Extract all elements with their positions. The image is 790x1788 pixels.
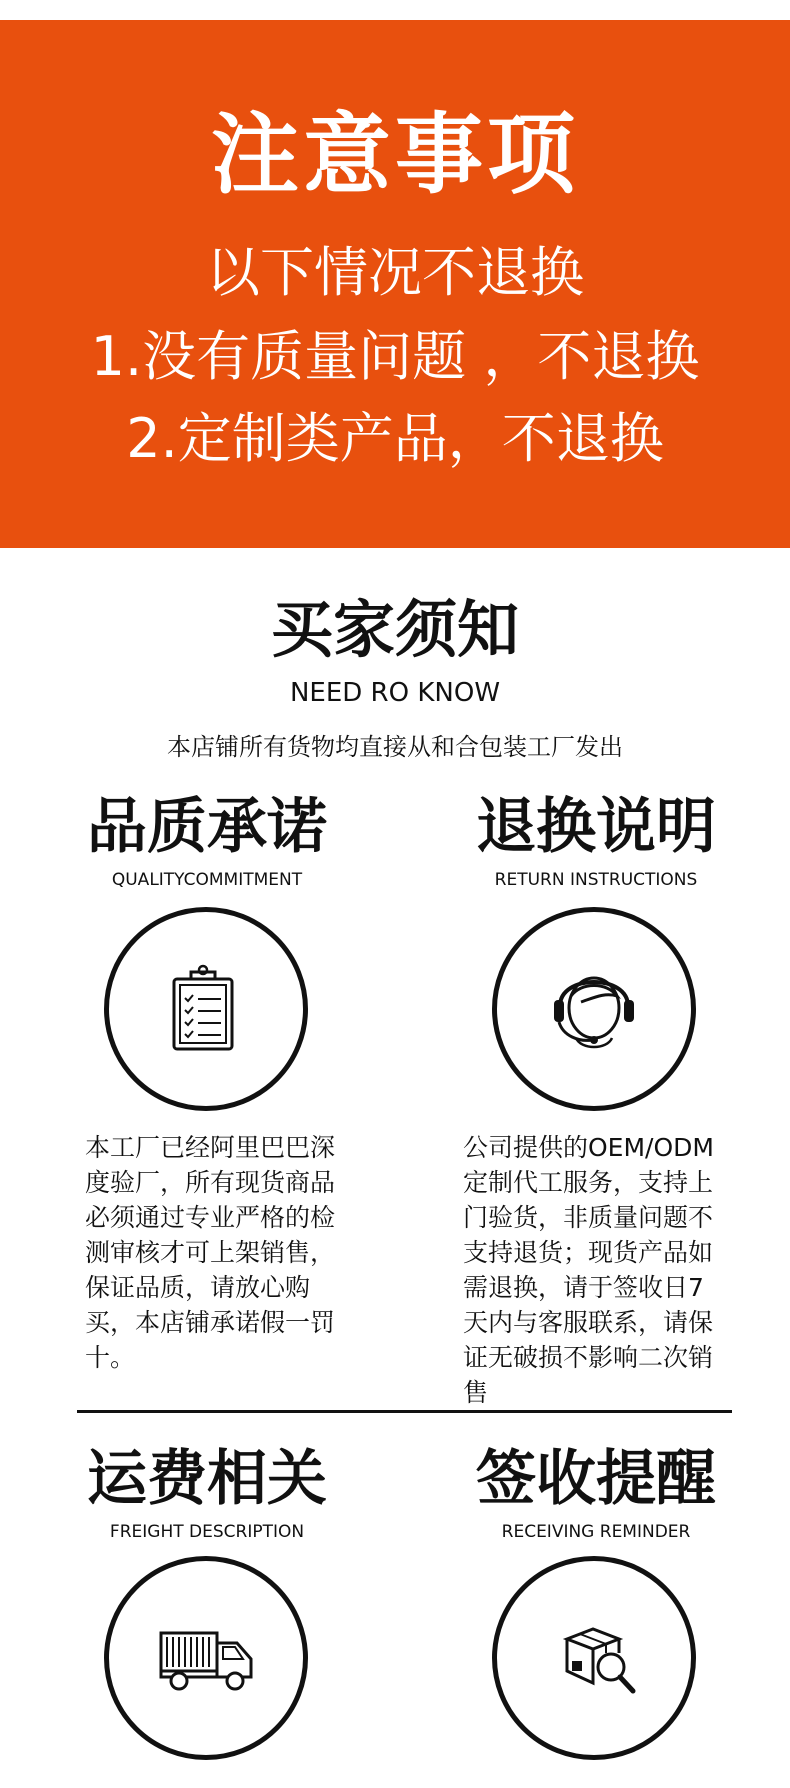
banner-title: 注意事项 bbox=[210, 103, 579, 206]
customer-service-headset-icon bbox=[497, 912, 691, 1106]
section-title: 买家须知 bbox=[270, 593, 519, 666]
quality-body: 本工厂已经阿里巴巴深度验厂，所有现货商品必须通过专业严格的检测审核才可上架销售，保证品质，请放心购买，本店铺承诺假一罚十。 bbox=[85, 1133, 336, 1372]
notice-banner bbox=[0, 20, 790, 548]
receiving-subtitle: RECEIVING REMINDER bbox=[501, 1522, 691, 1542]
quality-subtitle: QUALITYCOMMITMENT bbox=[111, 870, 303, 890]
delivery-truck-icon bbox=[109, 1561, 303, 1755]
returns-subtitle: RETURN INSTRUCTIONS bbox=[494, 870, 698, 890]
section-description: 本店铺所有货物均直接从和合包装工厂发出 bbox=[167, 733, 623, 761]
freight-icon-circle bbox=[104, 1556, 308, 1760]
banner-line-1: 以下情况不退换 bbox=[206, 241, 584, 304]
clipboard-checklist-icon bbox=[109, 912, 303, 1106]
banner-line-2: 1.没有质量问题 ，不退换 bbox=[90, 325, 700, 388]
returns-icon-circle bbox=[492, 907, 696, 1111]
quality-icon-circle bbox=[104, 907, 308, 1111]
receiving-title: 签收提醒 bbox=[476, 1444, 716, 1514]
section-divider bbox=[77, 1410, 732, 1413]
banner-line-3: 2.定制类产品，不退换 bbox=[126, 407, 664, 470]
returns-title: 退换说明 bbox=[476, 792, 716, 862]
freight-subtitle: FREIGHT DESCRIPTION bbox=[109, 1522, 305, 1542]
receiving-icon-circle bbox=[492, 1556, 696, 1760]
freight-title: 运费相关 bbox=[87, 1444, 327, 1514]
quality-title: 品质承诺 bbox=[87, 792, 327, 862]
returns-body: 公司提供的OEM/ODM定制代工服务，支持上门验货，非质量问题不支持退货；现货产品如需退换，请于签收日7天内与客服联系，请保证无破损不影响二次销售 bbox=[463, 1133, 714, 1407]
section-subtitle: NEED RO KNOW bbox=[289, 678, 501, 708]
package-inspect-icon bbox=[497, 1561, 691, 1755]
